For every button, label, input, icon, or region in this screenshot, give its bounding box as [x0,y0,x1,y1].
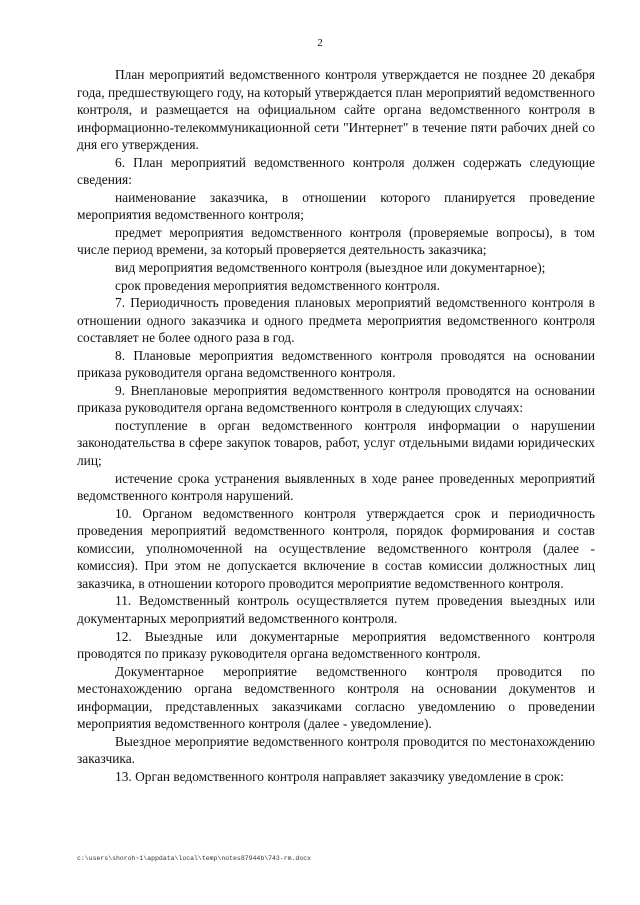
paragraph: 9. Внеплановые мероприятия ведомственного контроля проводятся на основании приказа руководителя органа ведомственного контроля в следующих случаях: [77,382,595,416]
paragraph: предмет мероприятия ведомственного контроля (проверяемые вопросы), в том числе период времени, за который проверяется деятельность заказчика; [77,224,595,258]
paragraph: 10. Органом ведомственного контроля утверждается срок и периодичность проведения мероприятий ведомственного контроля, порядок формирования и состав комиссии, уполномоченной на осуществление ведомственного контроля (далее - комиссия). При этом не допускается включение в состав комиссии должностных лиц заказчика, в отношении которого проводится мероприятие ведомственного контроля. [77,505,595,591]
paragraph: наименование заказчика, в отношении которого планируется проведение мероприятия ведомственного контроля; [77,189,595,223]
file-path-footer: c:\users\shoroh~1\appdata\local\temp\notes87944b\743-rm.docx [77,855,312,862]
paragraph: 11. Ведомственный контроль осуществляется путем проведения выездных или документарных мероприятий ведомственного контроля. [77,593,595,626]
paragraph: поступление в орган ведомственного контроля информации о нарушении законодательства в сфере закупок товаров, работ, услуг отдельными видами юридических лиц; [77,417,595,469]
document-body [77,66,595,785]
paragraph: вид мероприятия ведомственного контроля (выездное или документарное); [115,260,546,276]
paragraph: 7. Периодичность проведения плановых мероприятий ведомственного контроля в отношении одного заказчика и одного предмета мероприятия ведомственного контроля составляет не более одного раза в год. [77,295,595,346]
paragraph: Выездное мероприятие ведомственного контроля проводится по местонахождению заказчика. [77,733,595,767]
paragraph: Документарное мероприятие ведомственного контроля проводится по местонахождению органа ведомственного контроля на основании документов и информации, представленных заказчиками согласно уведомлению о проведении мероприятия ведомственного контроля (далее - уведомление). [77,663,595,732]
paragraph: 6. План мероприятий ведомственного контроля должен содержать следующие сведения: [77,154,595,188]
page-number: 2 [317,37,323,49]
paragraph: 8. Плановые мероприятия ведомственного контроля проводятся на основании приказа руководителя органа ведомственного контроля. [77,347,595,381]
paragraph: 12. Выездные или документарные мероприятия ведомственного контроля проводятся по приказу руководителя органа ведомственного контроля. [77,628,595,662]
paragraph: истечение срока устранения выявленных в ходе ранее проведенных мероприятий ведомственного контроля нарушений. [77,470,595,504]
paragraph: 13. Орган ведомственного контроля направляет заказчику уведомление в срок: [115,768,564,784]
paragraph: срок проведения мероприятия ведомственного контроля. [115,277,440,293]
paragraph: План мероприятий ведомственного контроля утверждается не позднее 20 декабря года, предшествующего году, на который утверждается план мероприятий ведомственного контроля, и размещается на официальном сайте органа ведомственного контроля в информационно-телекоммуникационной сети "Интернет" в течение пяти рабочих дней со дня его утверждения. [77,67,595,153]
